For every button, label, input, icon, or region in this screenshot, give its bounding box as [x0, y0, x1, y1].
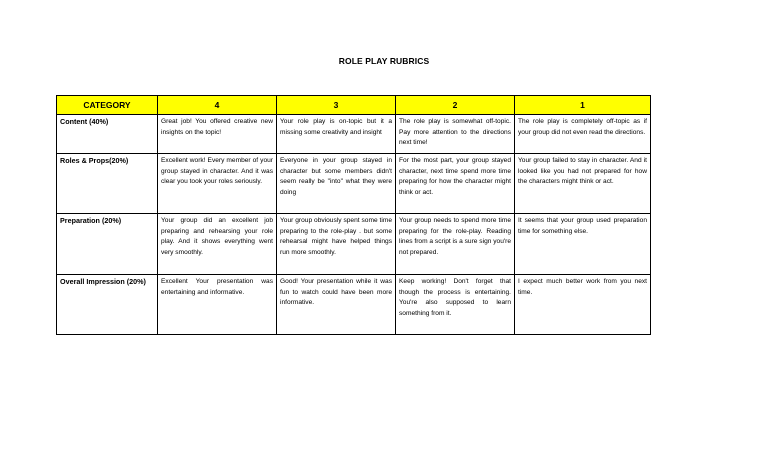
rubric-cell: Excellent Your presentation was entertaining and informative. [158, 275, 277, 335]
rubric-cell: Keep working! Don't forget that though the process is entertaining. You're also supposed to learn something from it. [396, 275, 515, 335]
document-title: ROLE PLAY RUBRICS [338, 56, 430, 66]
table-row [57, 115, 651, 154]
rubric-cell: Everyone in your group stayed in character but some members didn't seem really be "into" what they were doing [277, 154, 396, 214]
table-row [57, 154, 651, 214]
table-row [57, 275, 651, 335]
category-cell: Content (40%) [57, 115, 158, 154]
rubric-cell: Good! Your presentation while it was fun to watch could have been more informative. [277, 275, 396, 335]
rubric-cell: The role play is completely off-topic as if your group did not even read the directions. [515, 115, 651, 154]
rubric-cell: Your role play is on-topic but it a missing some creativity and insight [277, 115, 396, 154]
table-row [57, 214, 651, 275]
category-cell: Roles & Props(20%) [57, 154, 158, 214]
header-score-1: 1 [515, 96, 651, 115]
header-category: CATEGORY [57, 96, 158, 115]
header-score-3: 3 [277, 96, 396, 115]
rubric-cell: For the most part, your group stayed character, next time spend more time preparing for how the character might think or act. [396, 154, 515, 214]
header-score-2: 2 [396, 96, 515, 115]
rubric-cell: Your group obviously spent some time preparing to the role-play . but some rehearsal might have helped things run more smoothly. [277, 214, 396, 275]
rubric-cell: Great job! You offered creative new insights on the topic! [158, 115, 277, 154]
rubric-cell: Your group needs to spend more time preparing for the role-play. Reading lines from a script is a sure sign you're not prepared. [396, 214, 515, 275]
rubric-table [56, 95, 651, 335]
rubric-cell: Your group did an excellent job preparing and rehearsing your role play. And it shows everything went very smoothly. [158, 214, 277, 275]
rubric-cell: I expect much better work from you next time. [515, 275, 651, 335]
rubric-cell: It seems that your group used preparation time for something else. [515, 214, 651, 275]
header-score-4: 4 [158, 96, 277, 115]
category-cell: Preparation (20%) [57, 214, 158, 275]
header-row [57, 96, 651, 115]
rubric-cell: Your group failed to stay in character. And it looked like you had not prepared for how the characters might think or act. [515, 154, 651, 214]
rubric-cell: The role play is somewhat off-topic. Pay more attention to the directions next time! [396, 115, 515, 154]
rubric-cell: Excellent work! Every member of your group stayed in character. And it was clear you took your roles seriously. [158, 154, 277, 214]
category-cell: Overall Impression (20%) [57, 275, 158, 335]
